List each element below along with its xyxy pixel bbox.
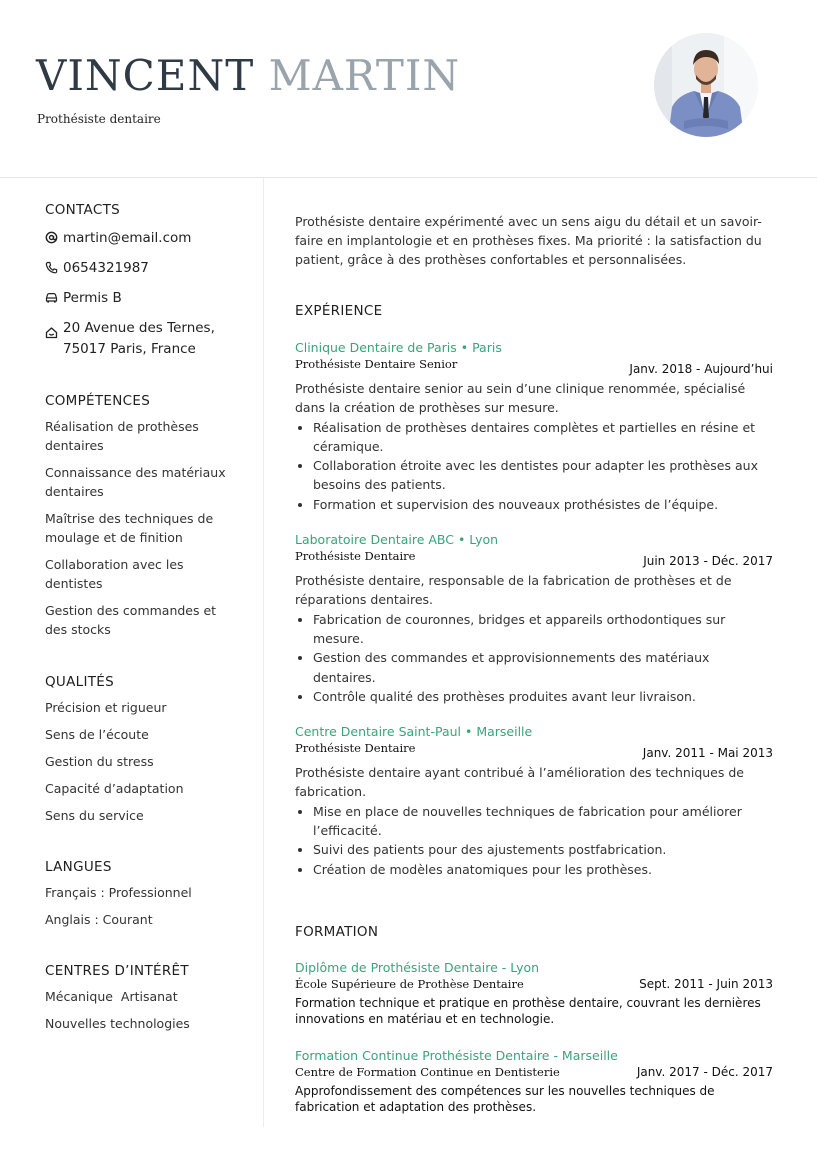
education-description: Formation technique et pratique en prothèse dentaire, couvrant les dernières innovations en matériau et en technologie. <box>295 995 761 1027</box>
profile-photo <box>654 33 758 137</box>
skill-item: Connaissance des matériaux dentaires <box>45 465 226 499</box>
skill-item: Gestion des commandes et des stocks <box>45 603 217 637</box>
column-divider <box>263 177 264 1127</box>
job-bullet: • Mise en place de nouvelles techniques de fabrication pour améliorer l’efficacité. <box>313 802 773 841</box>
language-item: Anglais : Courant <box>45 912 153 927</box>
education-dates: Sept. 2011 - Juin 2013 <box>639 976 773 991</box>
education-degree: Formation Continue Prothésiste Dentaire - Marseille <box>295 1047 618 1063</box>
contact-phone <box>45 258 245 279</box>
education-description: Approfondissement des compétences sur les nouvelles techniques de fabrication et adaptation des prothèses. <box>295 1083 715 1115</box>
quality-item: Précision et rigueur <box>45 700 167 715</box>
skills-list <box>45 417 230 639</box>
contact-address <box>45 318 245 360</box>
first-name: VINCENT <box>36 51 255 100</box>
interests-heading: CENTRES D’INTÉRÊT <box>45 963 189 979</box>
job-description: Prothésiste dentaire, responsable de la fabrication de prothèses et de réparations dentaires. <box>295 573 732 608</box>
phone-icon <box>45 258 63 274</box>
skill-item: Réalisation de prothèses dentaires <box>45 419 199 453</box>
interest-item: Nouvelles technologies <box>45 1016 190 1031</box>
job-bullet: • Collaboration étroite avec les dentistes pour adapter les prothèses aux besoins des patients. <box>313 456 773 495</box>
education-entry <box>295 1047 773 1116</box>
job-dates: Janv. 2011 - Mai 2013 <box>642 746 773 761</box>
education-entry <box>295 959 773 1028</box>
license-text: Permis B <box>63 290 122 306</box>
language-item: Français : Professionnel <box>45 885 192 900</box>
contacts-heading: CONTACTS <box>45 202 120 218</box>
interest-item: Mécanique Artisanat <box>45 989 178 1004</box>
education-school: École Supérieure de Prothèse Dentaire <box>295 976 524 991</box>
education-dates: Janv. 2017 - Déc. 2017 <box>636 1064 773 1079</box>
job-bullet: • Création de modèles anatomiques pour les prothèses. <box>313 860 773 879</box>
resume-header <box>0 0 817 178</box>
qualities-heading: QUALITÉS <box>45 674 114 690</box>
qualities-list <box>45 698 245 825</box>
job-bullet: • Suivi des patients pour des ajustements postfabrication. <box>313 840 773 859</box>
job-description: Prothésiste dentaire senior au sein d’une clinique renommée, spécialisé dans la création de prothèses sur mesure. <box>295 381 746 416</box>
job-bullet: • Formation et supervision des nouveaux prothésistes de l’équipe. <box>313 495 773 514</box>
car-icon <box>45 288 63 304</box>
job-bullet: • Gestion des commandes et approvisionnements des matériaux dentaires. <box>313 648 773 687</box>
education-meta <box>295 1065 773 1079</box>
sidebar <box>45 202 245 1033</box>
job-bullet: • Réalisation de prothèses dentaires complètes et partielles en résine et céramique. <box>313 418 773 457</box>
email-text: martin@email.com <box>63 230 192 246</box>
home-icon <box>45 318 63 339</box>
job-meta <box>295 549 773 569</box>
quality-item: Capacité d’adaptation <box>45 781 184 796</box>
job-bullet: • Contrôle qualité des prothèses produites avant leur livraison. <box>313 687 773 706</box>
quality-item: Sens du service <box>45 808 144 823</box>
skill-item: Collaboration avec les dentistes <box>45 557 184 591</box>
job-role: Prothésiste Dentaire <box>295 549 416 564</box>
job-title: Prothésiste dentaire <box>37 112 161 126</box>
job-company: Laboratoire Dentaire ABC • Lyon <box>295 532 499 548</box>
skill-item: Maîtrise des techniques de moulage et de finition <box>45 511 214 545</box>
candidate-name <box>36 50 460 102</box>
at-icon <box>45 228 63 244</box>
education-heading: FORMATION <box>295 923 379 940</box>
job-bullets <box>295 610 773 706</box>
languages-heading: LANGUES <box>45 859 112 875</box>
job-bullets <box>295 418 773 514</box>
job-role: Prothésiste Dentaire Senior <box>295 357 458 371</box>
job-role: Prothésiste Dentaire <box>295 741 416 756</box>
job-bullets <box>295 802 773 879</box>
education-degree: Diplôme de Prothésiste Dentaire - Lyon <box>295 959 540 975</box>
job-bullet: • Fabrication de couronnes, bridges et appareils orthodontiques sur mesure. <box>313 610 773 649</box>
job-company: Centre Dentaire Saint-Paul • Marseille <box>295 724 533 740</box>
quality-item: Gestion du stress <box>45 754 154 769</box>
skills-heading: COMPÉTENCES <box>45 393 151 409</box>
portrait-image <box>654 33 758 137</box>
experience-heading: EXPÉRIENCE <box>295 303 383 319</box>
experience-entry <box>295 531 773 706</box>
main-content <box>295 212 773 1116</box>
last-name: MARTIN <box>268 51 461 100</box>
contact-email <box>45 228 245 249</box>
education-meta <box>295 977 773 991</box>
education-school: Centre de Formation Continue en Dentisterie <box>295 1064 560 1079</box>
job-dates: Juin 2013 - Déc. 2017 <box>643 554 773 569</box>
experience-entry <box>295 339 773 514</box>
job-meta <box>295 741 773 761</box>
experience-entry <box>295 723 773 879</box>
job-company: Clinique Dentaire de Paris • Paris <box>295 340 502 355</box>
phone-text: 0654321987 <box>63 260 149 276</box>
address-text: 20 Avenue des Ternes, 75017 Paris, France <box>63 320 215 357</box>
quality-item: Sens de l’écoute <box>45 727 149 742</box>
job-description: Prothésiste dentaire ayant contribué à l’amélioration des techniques de fabrication. <box>295 765 744 800</box>
languages-list <box>45 883 245 929</box>
profile-summary: Prothésiste dentaire expérimenté avec un sens aigu du détail et un savoir-faire en implantologie et en prothèses fixes. Ma priorité : la satisfaction du patient, grâce à des prothèses confortables et personnalisées. <box>295 214 762 267</box>
contact-license <box>45 288 245 309</box>
job-dates: Janv. 2018 - Aujourd’hui <box>629 362 773 376</box>
interests-list <box>45 987 245 1033</box>
job-meta <box>295 357 773 376</box>
